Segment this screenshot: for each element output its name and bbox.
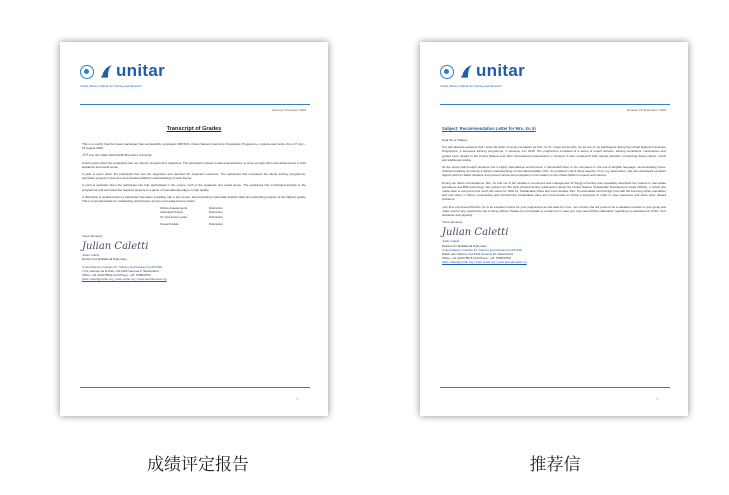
unitar-logo [440, 61, 526, 80]
un-emblem-icon [80, 65, 94, 79]
signature: Julian Caletti [442, 227, 509, 239]
paragraph-4: I am thus convinced that Mrs. Xu is an excellent choice for your programme as she asks for mine. I am certain she will prove to be a valuable member to your group and make most of any opportunity she is being offered. Please do not hesitate to contact me in case you may need further elaboration regarding my assessment of Mrs. Xu's character and capacity. [442, 204, 666, 218]
unitar-logo [80, 61, 166, 80]
participant-line: 孙君 Xun Sun Male 10/12/1998 Shenzhen University [82, 153, 152, 158]
signer-title: Division for Multilateral Diplomacy [442, 243, 488, 248]
letter-subject: Subject: Recommendation Letter for Mrs. Xu Xi [442, 126, 536, 131]
paragraph-1: It is with absolute pleasure that I write this letter of recommendation for Mrs. Xu Xi. I have known Mrs. Xu as one of my participants during the United Nations Immersion Programme, a two-week training programme, in Geneva, 4-9, 2018. The programme consisted of a series of expert lectures, training workshops, conferences and guided tours related to the United Nations and other international organizations in Geneva. It was rounded-off with cultural activities, introducing Swiss culture, music and traditional cuisine. [442, 145, 666, 162]
phone-numbers: Office: +41 229178530 Cell Phone: +41 794860769 [82, 273, 151, 278]
paragraph-2: As the study-visit brought students into a highly international environment, it demanded them to be competent in the use of English language, demonstrating cross-cultural sensitivity as well as a decent understanding of international affairs. Mrs. Xu excelled in all of these aspects. From my observation, she also developed excellent rapport with her fellow students and proved curious and outspoken in her relation to the United Nation's experts and trainers. [442, 165, 666, 178]
address: Palais des Nations, CH-1211 Geneva 10, Switzerland [442, 252, 513, 257]
contact-links[interactable]: julian.caletti@unitar.org | www.unitar.org | www.learnatunitar.org [82, 277, 167, 282]
letter-body [442, 138, 666, 265]
closing: Yours sincerely, [82, 234, 103, 239]
phone-numbers: Office: +41 229178576 Cell Phone: +41 794860769 [442, 256, 511, 261]
intro-paragraph: This is to certify that the below participant has successfully completed UNITAR's United Nations Internship Preparation Programme, implemented online from 27 July – 23 August 2020. [82, 142, 306, 151]
paragraph-3: During our direct conversations, Mrs. Xu told me of her studies in economics and management at Tongji University and repeatedly described her interest in real estate operations and BIM technology. Her passion for this topic showed during a discussion about the United Nations Sustainable Development Goals (SDGs), in which she made clear to everyone how much she cares for SDG 11, Sustainable Cities and Communities. Mrs. Xu articulated convincingly how with the booming urban population and new cities in China, constructing and transforming sustainable cities and communities in China is important in order to save resources and solve other related problems. [442, 180, 666, 202]
un-emblem-icon [440, 65, 454, 79]
fail-paragraph: A fail is given when the participant has not met the programme's objectives. The participant missed to attend all activities, to show enough effort and achievement in both academic and social sense. [82, 160, 306, 169]
organization-name: United Nations Institute for Training and Research (UNITAR) [82, 264, 163, 269]
signer-name: Julian Caletti [442, 239, 460, 244]
signature: Julian Caletti [82, 241, 149, 253]
signer-name: Julian Caletti [82, 253, 100, 258]
footer-divider [80, 387, 310, 388]
unitar-wordmark: unitar [116, 61, 166, 80]
page-number: 1 [296, 397, 298, 401]
organization-name: United Nations Institute for Training and Research (UNITAR) [442, 247, 523, 252]
header-divider [80, 104, 310, 105]
grades-table [160, 206, 306, 226]
document-date: Geneva, 19 September, 2018 [626, 108, 666, 112]
unitar-subtitle: United Nations Institute for Training and Research [80, 84, 142, 88]
grade-row: Online Assessments Distinction [160, 206, 223, 211]
recommendation-document[interactable] [420, 42, 688, 416]
transcript-document[interactable] [60, 42, 328, 416]
unitar-bird-icon [100, 63, 114, 79]
document-date: Geneva, 23 August, 2020 [272, 108, 306, 112]
unitar-bird-icon [460, 63, 474, 79]
header-divider [440, 104, 670, 105]
grade-row: Individual Project Distinction [160, 210, 223, 215]
caption-recommendation: 推荐信 [529, 455, 581, 475]
unitar-wordmark: unitar [476, 61, 526, 80]
contact-links[interactable]: julian.caletti@unitar.org | www.unitar.org | www.learnatunitar.org [442, 260, 527, 265]
salutation: Dear Sir or Madam, [442, 138, 469, 142]
closing: Yours sincerely, [442, 220, 463, 225]
address: 7 bis, Avenue de la Paix, CH-1202 Geneva 2, Switzerland [82, 268, 159, 273]
document-title: Transcript of Grades [166, 126, 222, 132]
transcript-body [82, 142, 306, 281]
caption-transcript: 成绩评定报告 [147, 455, 249, 475]
signer-title: Division for Multilateral Diplomacy [82, 257, 128, 262]
grade-row: CV and Cover Letter Distinction [160, 214, 223, 219]
page-number: 1 [656, 397, 658, 401]
merit-paragraph: A merit is awarded when the participant has fully participated in the course, both in the academic and social sense. The participant has contributed actively to the programme and submitted the required projects to a panel of international judges in high quality. [82, 183, 306, 192]
unitar-subtitle: United Nations Institute for Training and Research [440, 84, 502, 88]
distinction-paragraph: A distinction is awarded when a participant has taken a leading role in the course, demonstrating impeccable English skills and submitting projects of the highest quality. This is a special award for outstanding performance and an encouragement to others. [82, 194, 306, 204]
overall-grade-row: Overall Grade Distinction [160, 221, 223, 226]
pass-paragraph: A pass is given when the participant has met the objectives and reached the expected outcomes. The participant has completed the whole training programme, submitted projects in due time and showed sufficient understanding of each theme. [82, 172, 306, 181]
footer-divider [440, 387, 670, 388]
